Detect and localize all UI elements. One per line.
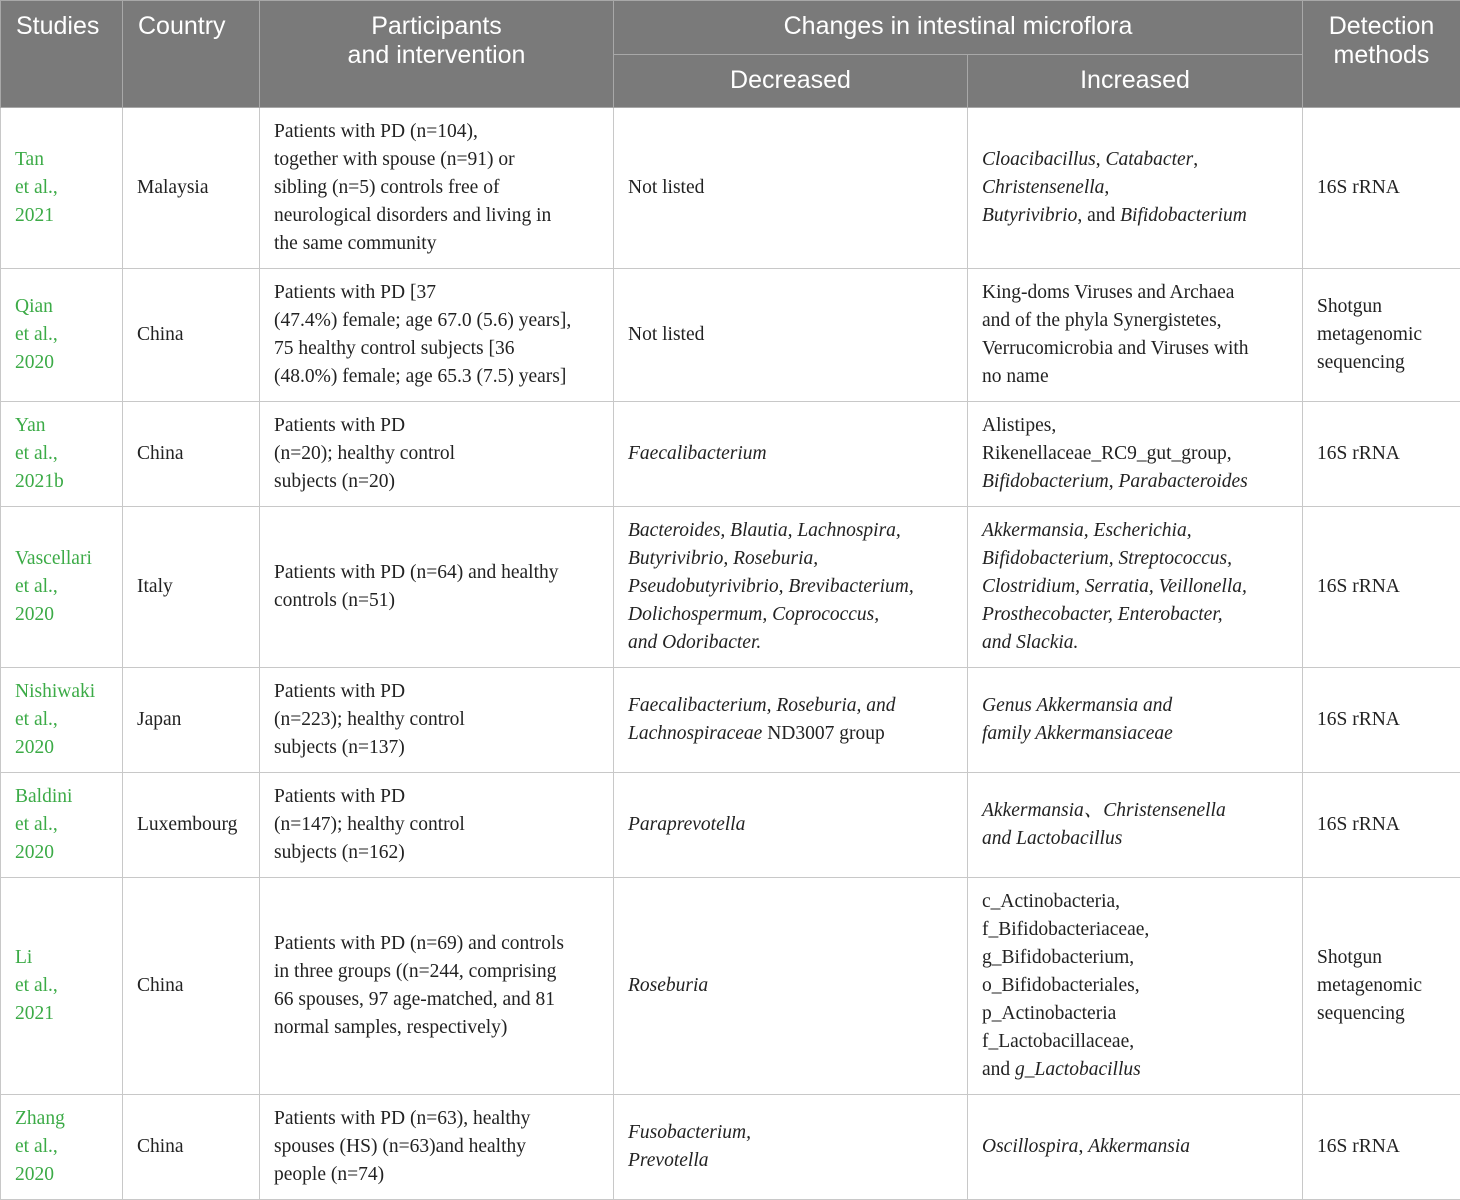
increased-cell: Oscillospira, Akkermansia bbox=[968, 1095, 1303, 1200]
decreased-cell: Bacteroides, Blautia, Lachnospira, Butyrivibrio, Roseburia, Pseudobutyrivibrio, Brevibacterium, Dolichospermum, Coprococcus, and Odoribacter. bbox=[614, 507, 968, 668]
study-link[interactable]: Qian et al., 2020 bbox=[1, 269, 123, 402]
country-cell: China bbox=[123, 878, 260, 1095]
decreased-cell: Roseburia bbox=[614, 878, 968, 1095]
increased-cell: Akkermansia、Christensenella and Lactobacillus bbox=[968, 773, 1303, 878]
study-link[interactable]: Li et al., 2021 bbox=[1, 878, 123, 1095]
decreased-cell: Paraprevotella bbox=[614, 773, 968, 878]
decreased-cell: Not listed bbox=[614, 108, 968, 269]
participants-cell: Patients with PD (n=104), together with spouse (n=91) or sibling (n=5) controls free of neurological disorders and living in the same community bbox=[260, 108, 614, 269]
header-country: Country bbox=[123, 1, 260, 108]
decreased-cell: Faecalibacterium bbox=[614, 402, 968, 507]
header-increased: Increased bbox=[968, 55, 1303, 108]
header-participants: Participants and intervention bbox=[260, 1, 614, 108]
participants-cell: Patients with PD [37 (47.4%) female; age 67.0 (5.6) years], 75 healthy control subjects [36 (48.0%) female; age 65.3 (7.5) years] bbox=[260, 269, 614, 402]
participants-cell: Patients with PD (n=69) and controls in three groups ((n=244, comprising 66 spouses, 97 age-matched, and 81 normal samples, respectively) bbox=[260, 878, 614, 1095]
decreased-cell: Fusobacterium, Prevotella bbox=[614, 1095, 968, 1200]
header-studies: Studies bbox=[1, 1, 123, 108]
table-row bbox=[1, 773, 1460, 878]
table-row bbox=[1, 108, 1460, 269]
country-cell: China bbox=[123, 1095, 260, 1200]
header-changes: Changes in intestinal microflora bbox=[614, 1, 1303, 55]
country-cell: China bbox=[123, 402, 260, 507]
detection-cell: 16S rRNA bbox=[1303, 773, 1460, 878]
study-link[interactable]: Baldini et al., 2020 bbox=[1, 773, 123, 878]
study-link[interactable]: Yan et al., 2021b bbox=[1, 402, 123, 507]
header-detection: Detection methods bbox=[1303, 1, 1460, 108]
increased-cell: King-doms Viruses and Archaea and of the phyla Synergistetes, Verrucomicrobia and Viruses with no name bbox=[968, 269, 1303, 402]
table-row bbox=[1, 668, 1460, 773]
participants-cell: Patients with PD (n=147); healthy control subjects (n=162) bbox=[260, 773, 614, 878]
detection-cell: 16S rRNA bbox=[1303, 507, 1460, 668]
header-decreased: Decreased bbox=[614, 55, 968, 108]
participants-cell: Patients with PD (n=63), healthy spouses (HS) (n=63)and healthy people (n=74) bbox=[260, 1095, 614, 1200]
decreased-cell: Faecalibacterium, Roseburia, and Lachnospiraceae ND3007 group bbox=[614, 668, 968, 773]
participants-cell: Patients with PD (n=223); healthy control subjects (n=137) bbox=[260, 668, 614, 773]
increased-cell: Alistipes, Rikenellaceae_RC9_gut_group, Bifidobacterium, Parabacteroides bbox=[968, 402, 1303, 507]
detection-cell: 16S rRNA bbox=[1303, 108, 1460, 269]
detection-cell: 16S rRNA bbox=[1303, 668, 1460, 773]
table-row bbox=[1, 1095, 1460, 1200]
detection-cell: Shotgun metagenomic sequencing bbox=[1303, 878, 1460, 1095]
increased-cell: Akkermansia, Escherichia, Bifidobacterium, Streptococcus, Clostridium, Serratia, Veillonella, Prosthecobacter, Enterobacter, and Slackia. bbox=[968, 507, 1303, 668]
country-cell: China bbox=[123, 269, 260, 402]
increased-cell: Genus Akkermansia and family Akkermansiaceae bbox=[968, 668, 1303, 773]
participants-cell: Patients with PD (n=20); healthy control subjects (n=20) bbox=[260, 402, 614, 507]
country-cell: Luxembourg bbox=[123, 773, 260, 878]
decreased-cell: Not listed bbox=[614, 269, 968, 402]
increased-cell: Cloacibacillus, Catabacter, Christensenella, Butyrivibrio, and Bifidobacterium bbox=[968, 108, 1303, 269]
detection-cell: 16S rRNA bbox=[1303, 1095, 1460, 1200]
study-link[interactable]: Zhang et al., 2020 bbox=[1, 1095, 123, 1200]
table-row bbox=[1, 507, 1460, 668]
detection-cell: Shotgun metagenomic sequencing bbox=[1303, 269, 1460, 402]
increased-cell: c_Actinobacteria, f_Bifidobacteriaceae, g_Bifidobacterium, o_Bifidobacteriales, p_Actinobacteria f_Lactobacillaceae, and g_Lactobacillus bbox=[968, 878, 1303, 1095]
table-row bbox=[1, 402, 1460, 507]
country-cell: Japan bbox=[123, 668, 260, 773]
study-link[interactable]: Vascellari et al., 2020 bbox=[1, 507, 123, 668]
study-link[interactable]: Nishiwaki et al., 2020 bbox=[1, 668, 123, 773]
country-cell: Italy bbox=[123, 507, 260, 668]
table-row bbox=[1, 269, 1460, 402]
study-link[interactable]: Tan et al., 2021 bbox=[1, 108, 123, 269]
table-row bbox=[1, 878, 1460, 1095]
detection-cell: 16S rRNA bbox=[1303, 402, 1460, 507]
participants-cell: Patients with PD (n=64) and healthy controls (n=51) bbox=[260, 507, 614, 668]
country-cell: Malaysia bbox=[123, 108, 260, 269]
